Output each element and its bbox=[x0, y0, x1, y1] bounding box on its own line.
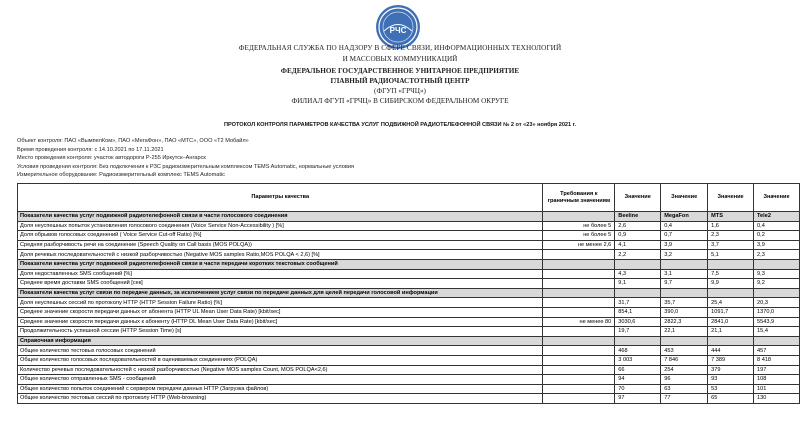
value-cell: 9,2 bbox=[754, 279, 800, 289]
param-label: Общее количество тестовых голосовых соединений bbox=[18, 346, 543, 356]
value-cell: 101 bbox=[754, 384, 800, 394]
value-cell: 96 bbox=[661, 375, 708, 385]
value-cell: 0,4 bbox=[754, 221, 800, 231]
param-label: Доля недоставленных SMS сообщений [%] bbox=[18, 269, 543, 279]
requirement-value bbox=[543, 346, 615, 356]
table-section-row bbox=[18, 288, 800, 298]
table-row bbox=[18, 298, 800, 308]
table-section-row bbox=[18, 336, 800, 346]
value-cell: 130 bbox=[754, 394, 800, 404]
param-label: Среднее значение скорости передачи данных от абонента (HTTP UL Mean User Data Rate) [kbit/sec] bbox=[18, 307, 543, 317]
requirement-value bbox=[543, 327, 615, 337]
param-label: Общее количество тестовых сессий по протоколу HTTP (Web-browsing) bbox=[18, 394, 543, 404]
table-row bbox=[18, 384, 800, 394]
operator-name: Tele2 bbox=[754, 212, 800, 222]
param-label: Доля неуспешных попыток установления голосового соединения (Voice Service Non-Accessibility ) [%] bbox=[18, 221, 543, 231]
value-cell: 7,5 bbox=[708, 269, 754, 279]
section-empty bbox=[708, 336, 754, 346]
value-cell: 0,4 bbox=[661, 221, 708, 231]
value-cell: 8 418 bbox=[754, 355, 800, 365]
value-cell: 3,2 bbox=[661, 250, 708, 260]
value-cell: 2841,0 bbox=[708, 317, 754, 327]
value-cell: 9,3 bbox=[754, 269, 800, 279]
param-label: Общее количество отправленных SMS - сообщений bbox=[18, 375, 543, 385]
table-section-row bbox=[18, 259, 800, 269]
value-cell: 854,1 bbox=[615, 307, 661, 317]
value-cell: 2,6 bbox=[615, 221, 661, 231]
param-label: Среднее время доставки SMS сообщений [сек] bbox=[18, 279, 543, 289]
value-cell: 77 bbox=[661, 394, 708, 404]
value-cell: 0,7 bbox=[661, 231, 708, 241]
value-cell: 390,0 bbox=[661, 307, 708, 317]
requirement-value bbox=[543, 279, 615, 289]
value-cell: 468 bbox=[615, 346, 661, 356]
table-row bbox=[18, 346, 800, 356]
col-header-value: Значение bbox=[615, 184, 661, 212]
table-row bbox=[18, 240, 800, 250]
table-row bbox=[18, 307, 800, 317]
operator-name: MTS bbox=[708, 212, 754, 222]
section-empty bbox=[543, 288, 615, 298]
value-cell: 457 bbox=[754, 346, 800, 356]
value-cell: 4,3 bbox=[615, 269, 661, 279]
logo-text: РЧС bbox=[389, 26, 407, 35]
section-label: Показатели качества услуг подвижной радиотелефонной связи в части голосового соединения bbox=[18, 212, 543, 222]
operator-name: MegaFon bbox=[661, 212, 708, 222]
value-cell: 7 846 bbox=[661, 355, 708, 365]
section-empty bbox=[754, 336, 800, 346]
table-row bbox=[18, 279, 800, 289]
section-empty bbox=[661, 336, 708, 346]
value-cell: 70 bbox=[615, 384, 661, 394]
requirement-value bbox=[543, 365, 615, 375]
info-conditions: Условия проведения контроля: Без подключения к РЗС радиоизмерительным комплексом TEMS Automatic, нормальные условия bbox=[17, 163, 354, 170]
table-header-row bbox=[18, 184, 800, 212]
param-label: Доля обрывов голосовых соединений ( Voice Service Cut-off Ratio) [%] bbox=[18, 231, 543, 241]
value-cell: 453 bbox=[661, 346, 708, 356]
value-cell: 15,4 bbox=[754, 327, 800, 337]
table-row bbox=[18, 231, 800, 241]
value-cell: 5543,9 bbox=[754, 317, 800, 327]
value-cell: 0,9 bbox=[615, 231, 661, 241]
table-row bbox=[18, 250, 800, 260]
value-cell: 2,3 bbox=[708, 231, 754, 241]
header-agency: ФЕДЕРАЛЬНАЯ СЛУЖБА ПО НАДЗОРУ В СФЕРЕ СВЯЗИ, ИНФОРМАЦИОННЫХ ТЕХНОЛОГИЙ bbox=[238, 44, 562, 52]
col-header-params: Параметры качества bbox=[18, 184, 543, 212]
table-row bbox=[18, 394, 800, 404]
value-cell: 3 003 bbox=[615, 355, 661, 365]
header-branch: ФИЛИАЛ ФГУП «ГРЧЦ» В СИБИРСКОМ ФЕДЕРАЛЬНОМ ОКРУГЕ bbox=[291, 97, 509, 105]
table-section-row bbox=[18, 212, 800, 222]
value-cell: 20,3 bbox=[754, 298, 800, 308]
col-header-value: Значение bbox=[754, 184, 800, 212]
value-cell: 379 bbox=[708, 365, 754, 375]
info-time: Время проведения контроля: с 14.10.2021 по 17.11.2021 bbox=[17, 146, 164, 153]
value-cell: 65 bbox=[708, 394, 754, 404]
col-header-value: Значение bbox=[708, 184, 754, 212]
col-header-value: Значение bbox=[661, 184, 708, 212]
param-label: Продолжительность успешной сессии (HTTP Session Time) [s] bbox=[18, 327, 543, 337]
value-cell: 1370,0 bbox=[754, 307, 800, 317]
section-empty bbox=[615, 336, 661, 346]
section-empty bbox=[615, 259, 661, 269]
value-cell: 66 bbox=[615, 365, 661, 375]
value-cell: 1,6 bbox=[708, 221, 754, 231]
info-equipment: Измерительное оборудование: Радиоизмерительный комплекс TEMS Automatic bbox=[17, 172, 225, 178]
value-cell: 3,1 bbox=[661, 269, 708, 279]
section-empty bbox=[754, 288, 800, 298]
value-cell: 3,9 bbox=[754, 240, 800, 250]
value-cell: 94 bbox=[615, 375, 661, 385]
col-header-requirements: Требования к граничным значениям bbox=[543, 184, 615, 212]
section-label: Показатели качества услуг связи по передаче данных, за исключением услуг связи по передаче данных для целей передачи голосовой информации bbox=[18, 288, 543, 298]
requirement-value bbox=[543, 355, 615, 365]
value-cell: 2,3 bbox=[754, 250, 800, 260]
param-label: Общее количество голосовых последовательностей в оцениваемых соединениях (POLQA) bbox=[18, 355, 543, 365]
requirement-value bbox=[543, 298, 615, 308]
header-enterprise: ФЕДЕРАЛЬНОЕ ГОСУДАРСТВЕННОЕ УНИТАРНОЕ ПРЕДПРИЯТИЕ bbox=[280, 67, 520, 75]
value-cell: 1091,7 bbox=[708, 307, 754, 317]
section-label: Справочная информация bbox=[18, 336, 543, 346]
value-cell: 93 bbox=[708, 375, 754, 385]
value-cell: 35,7 bbox=[661, 298, 708, 308]
table-row bbox=[18, 375, 800, 385]
requirement-value: не более 5 bbox=[543, 221, 615, 231]
param-label: Общее количество попыток соединений с сервером передачи данных HTTP (Загрузка файлов) bbox=[18, 384, 543, 394]
param-label: Доля речевых последовательностей с низкой разборчивостью (Negative MOS samples Ratio,MOS POLQA < 2,6) [%] bbox=[18, 250, 543, 260]
value-cell: 3030,6 bbox=[615, 317, 661, 327]
quality-table bbox=[17, 183, 800, 404]
value-cell: 9,1 bbox=[615, 279, 661, 289]
section-empty bbox=[661, 288, 708, 298]
param-label: Средняя разборчивость речи на соединение (Speech Quality on Call basis (MOS POLQA)) bbox=[18, 240, 543, 250]
value-cell: 21,1 bbox=[708, 327, 754, 337]
section-empty bbox=[543, 336, 615, 346]
requirement-value: не менее 2,6 bbox=[543, 240, 615, 250]
value-cell: 9,9 bbox=[708, 279, 754, 289]
info-place: Место проведения контроля: участок автодороги Р-255 Иркутск–Ангарск bbox=[17, 155, 206, 161]
operator-name: Beeline bbox=[615, 212, 661, 222]
section-label: Показатели качества услуг подвижной радиотелефонной связи в части передачи коротких текстовых сообщений bbox=[18, 259, 543, 269]
table-row bbox=[18, 317, 800, 327]
requirement-value bbox=[543, 307, 615, 317]
value-cell: 2822,3 bbox=[661, 317, 708, 327]
section-empty bbox=[661, 259, 708, 269]
table-row bbox=[18, 221, 800, 231]
param-label: Среднее значение скорости передачи данных к абоненту (HTTP DL Mean User Data Rate) [kbit/sec] bbox=[18, 317, 543, 327]
value-cell: 197 bbox=[754, 365, 800, 375]
requirement-value bbox=[543, 384, 615, 394]
value-cell: 254 bbox=[661, 365, 708, 375]
section-empty bbox=[708, 288, 754, 298]
section-empty bbox=[754, 259, 800, 269]
header-agency-cont: И МАССОВЫХ КОММУНИКАЦИЙ bbox=[342, 55, 458, 63]
requirement-value bbox=[543, 394, 615, 404]
section-empty bbox=[615, 288, 661, 298]
value-cell: 444 bbox=[708, 346, 754, 356]
section-empty bbox=[708, 259, 754, 269]
value-cell: 31,7 bbox=[615, 298, 661, 308]
info-object: Объект контроля: ПАО «ВымпелКом», ПАО «МегаФон», ПАО «МТС», ООО «Т2 Мобайл» bbox=[17, 138, 249, 144]
value-cell: 5,1 bbox=[708, 250, 754, 260]
param-label: Доля неуспешных сессий по протоколу HTTP (HTTP Session Failure Ratio) [%] bbox=[18, 298, 543, 308]
table-row bbox=[18, 269, 800, 279]
section-empty bbox=[543, 212, 615, 222]
value-cell: 7 389 bbox=[708, 355, 754, 365]
value-cell: 53 bbox=[708, 384, 754, 394]
requirement-value bbox=[543, 250, 615, 260]
requirement-value bbox=[543, 375, 615, 385]
value-cell: 3,7 bbox=[708, 240, 754, 250]
value-cell: 19,7 bbox=[615, 327, 661, 337]
table-row bbox=[18, 355, 800, 365]
value-cell: 97 bbox=[615, 394, 661, 404]
header-center: ГЛАВНЫЙ РАДИОЧАСТОТНЫЙ ЦЕНТР bbox=[330, 77, 470, 85]
section-empty bbox=[543, 259, 615, 269]
value-cell: 25,4 bbox=[708, 298, 754, 308]
requirement-value bbox=[543, 269, 615, 279]
value-cell: 22,1 bbox=[661, 327, 708, 337]
value-cell: 108 bbox=[754, 375, 800, 385]
protocol-title: ПРОТОКОЛ КОНТРОЛЯ ПАРАМЕТРОВ КАЧЕСТВА УСЛУГ ПОДВИЖНОЙ РАДИОТЕЛЕФОННОЙ СВЯЗИ № 2 от «23» ноября 2021 г. bbox=[223, 122, 577, 128]
table-row bbox=[18, 365, 800, 375]
requirement-value: не более 5 bbox=[543, 231, 615, 241]
header-abbr: (ФГУП «ГРЧЦ») bbox=[374, 87, 426, 95]
value-cell: 0,2 bbox=[754, 231, 800, 241]
value-cell: 4,1 bbox=[615, 240, 661, 250]
table-row bbox=[18, 327, 800, 337]
param-label: Количество речевых последовательностей с низкой разборчивостью (Negative MOS samples Count, MOS POLQA<2,6) bbox=[18, 365, 543, 375]
value-cell: 2,2 bbox=[615, 250, 661, 260]
value-cell: 9,7 bbox=[661, 279, 708, 289]
value-cell: 63 bbox=[661, 384, 708, 394]
value-cell: 3,9 bbox=[661, 240, 708, 250]
requirement-value: не менее 80 bbox=[543, 317, 615, 327]
